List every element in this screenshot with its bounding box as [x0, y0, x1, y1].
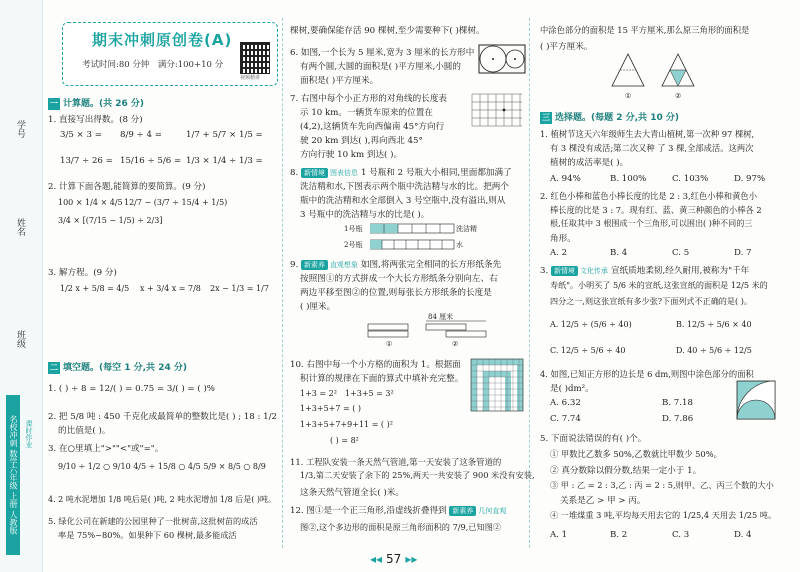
q1-item: 1/3 × 1/4 ÷ 1/3 =: [186, 156, 263, 166]
bar-2-label: 2号瓶: [344, 241, 363, 249]
s1-text: 有 3 棵没有成活;第二次又种 了 3 棵,全部成活。这两次: [550, 143, 754, 153]
s3-option[interactable]: A. 12/5 ÷ (5/6 ÷ 40): [550, 320, 632, 329]
q1-text: 1. 直接写出得数。(8 分): [48, 115, 143, 125]
q12-text: 12. 图①是一个正三角形,沿虚线折叠得到 新素养 几何直观: [290, 506, 507, 516]
q2-item: 100 × 1/4 × 4/5: [58, 198, 123, 207]
s4-option[interactable]: A. 6.32: [550, 398, 581, 408]
q7-text: 7. 右图中每个小正方形的对角线的长度表: [290, 94, 448, 104]
qr-caption: 视频精讲: [240, 75, 261, 81]
q3-item: 1/2 x + 5/8 = 4/5: [60, 284, 130, 293]
q11-text: 这条天然气管道全长( )米。: [300, 488, 404, 498]
column-divider: [529, 18, 530, 548]
q8-text: 洗洁精和水,下图表示两个瓶中洗洁精与水的比。把两个: [300, 182, 509, 192]
s3-text: 3. 新情境 文化传承 宣纸质地柔韧,经久耐用,被称为"千年: [540, 266, 750, 276]
section-3-heading: 三 选择题。(每题 2 分,共 10 分): [542, 113, 679, 123]
s1-option[interactable]: B. 100%: [610, 174, 647, 184]
s4-text: 4. 如图,已知正方形的边长是 6 dm,则图中涂色部分的面积: [540, 369, 754, 379]
s5-text: 5. 下面说法错误的有( )个。: [540, 434, 647, 444]
s5-option[interactable]: C. 3: [672, 530, 690, 540]
s4-option[interactable]: C. 7.74: [550, 414, 581, 424]
q1-item: 8/9 ÷ 4 =: [120, 130, 162, 140]
s1-option[interactable]: C. 103%: [672, 174, 709, 184]
s3-text: 四分之一,则这张宣纸有多少张?下面列式不正确的是( )。: [550, 296, 752, 306]
q10-text: 10. 右图中每一个小方格的面积为 1。根据面: [290, 360, 461, 370]
q1-item: 15/16 ÷ 5/6 =: [120, 156, 182, 166]
q9-length-label: 84 厘米: [428, 313, 454, 321]
page-number: ◂◂ 57 ▸▸: [370, 552, 418, 566]
q9-text: 9. 新素养 直观想象 如图,将两张完全相同的长方形纸条先: [290, 260, 502, 270]
q9-text: 两边平移至图②的位置,则每张长方形纸条的长度是: [300, 288, 492, 298]
name-label: 姓名: [15, 218, 25, 236]
s2-text: 2. 红色小棒和蓝色小棒长度的比是 2 : 3,红色小棒和黄色小: [540, 191, 757, 201]
q7-grid-figure: [466, 90, 526, 138]
q6-figure: [478, 44, 526, 74]
c3-line: ( )平方厘米。: [540, 42, 593, 52]
q10-text: 积计算的规律在下面的算式中填补充完整。: [300, 374, 464, 384]
s5-option[interactable]: B. 2: [610, 530, 628, 540]
class-label: 班级: [15, 330, 25, 348]
q9-text: 按照图①的方式拼成一个大长方形纸条分别向左、右: [300, 274, 498, 284]
q9-text: ( )厘米。: [300, 302, 336, 312]
q11-text: 1/3,第二天安装了余下的 25%,两天一共安装了 900 米没有安装,: [300, 470, 535, 480]
q9-fig2: ②: [452, 340, 459, 348]
c3-line: 中涂色部分的面积是 15 平方厘米,那么原三角形的面积是: [540, 25, 750, 35]
section-1-heading: 一 计算题。(共 26 分): [50, 99, 145, 109]
q1-item: 13/7 ÷ 26 =: [60, 156, 113, 166]
s2-text: 角形。: [550, 234, 576, 244]
fill-q4: 4. 2 吨水泥增加 1/8 吨后是( )吨, 2 吨水泥增加 1/8 后是( )吨。: [48, 495, 277, 504]
q11-text: 11. 工程队安装一条天然气管道,第一天安装了这条管道的: [290, 457, 502, 467]
q10-grid-figure: [470, 358, 524, 412]
q10-eq: 1+3+5+7 = ( ): [300, 404, 362, 413]
q8-text: 3 号瓶中的洗洁精与水的比是( )。: [300, 210, 430, 220]
q3-text: 3. 解方程。(9 分): [48, 268, 117, 278]
q6-text: 面积是( )平方厘米。: [300, 76, 379, 86]
s2-option[interactable]: A. 2: [550, 248, 568, 258]
s3-option[interactable]: B. 12/5 ÷ 5/6 × 40: [676, 320, 752, 329]
q10-eq: 1+3 = 2² 1+3+5 = 3²: [300, 389, 394, 398]
q9-strips-figure: [366, 320, 506, 342]
q7-text: 示 10 km。一辆货车原来的位置在: [300, 108, 433, 118]
brand-sub-label: 课时作业: [25, 420, 33, 448]
s4-option[interactable]: B. 7.18: [662, 398, 693, 408]
s2-option[interactable]: B. 4: [610, 248, 628, 258]
legend-water: 水: [456, 241, 463, 249]
q8-ratio-bars: [370, 222, 460, 252]
q8-text: 瓶中的洗洁精和水全部倒入 3 号空瓶中,没有溢出,则从: [300, 196, 506, 206]
q1-item: 3/5 × 3 =: [60, 130, 102, 140]
q1-item: 1/7 + 5/7 × 1/5 =: [186, 130, 263, 140]
fill-q1: 1. ( ) ÷ 8 = 12/( ) = 0.75 = 3/( ) = ( )%: [48, 384, 215, 394]
brand-label: 名校冲刺 数学六年级 上册 人教版: [6, 395, 20, 555]
s2-option[interactable]: C. 5: [672, 248, 690, 258]
q7-text: 方向行驶 10 km 到达( )。: [300, 150, 403, 160]
q3-item: 2x − 1/3 = 1/7: [210, 284, 269, 293]
student-id-label: 学号: [15, 120, 25, 138]
s4-option[interactable]: D. 7.86: [662, 414, 694, 424]
s3-text: 寿纸"。小明买了 5/6 米的宣纸,这张宣纸的面积是 12/5 米的: [550, 280, 768, 290]
q7-text: 驶 20 km 到达( ),再向西北 45°: [300, 136, 423, 146]
q10-eq: 1+3+5+7+9+11 = ( )²: [300, 420, 393, 429]
s5-statement: ② 真分数除以假分数,结果一定小于 1。: [550, 466, 702, 476]
s3-option[interactable]: C. 12/5 ÷ 5/6 ÷ 40: [550, 346, 626, 355]
s2-text: 棒长度的比是 3 : 7。现有红、蓝、黄三种颜色的小棒各 2: [550, 205, 762, 215]
s5-statement: 关系是乙 > 甲 > 丙。: [560, 496, 646, 506]
q12-triangles-figure: [608, 50, 708, 90]
fill-q2: 2. 把 5/8 吨 : 450 千克化成最简单的整数比是( ) ; 18 : 1/2: [48, 412, 277, 422]
section-2-heading: 二 填空题。(每空 1 分,共 24 分): [50, 363, 187, 373]
exam-meta: 考试时间:80 分钟 满分:100+10 分: [82, 60, 224, 70]
column-divider: [282, 18, 283, 548]
q9-fig1: ①: [386, 340, 393, 348]
q2-text: 2. 计算下面各题,能简算的要简算。(9 分): [48, 182, 206, 192]
s1-text: 1. 植树节这天六年级师生去大青山植树,第一次种 97 棵树,: [540, 129, 755, 139]
s5-option[interactable]: D. 4: [734, 530, 752, 540]
q7-text: (4,2),这辆货车先向西偏南 45°方向行: [300, 122, 445, 132]
q6-text: 6. 如图,一个长为 5 厘米,宽为 3 厘米的长方形中: [290, 48, 475, 58]
s1-text: 植树的成活率是( )。: [550, 158, 629, 168]
q6-text: 有两个圆,大圆的面积是( )平方厘米,小圆的: [300, 62, 461, 72]
fill-q5-cont: 率是 75%~80%。如果种下 60 棵树,最多能成活: [58, 530, 237, 540]
s1-option[interactable]: D. 97%: [734, 174, 766, 184]
s2-text: 根,任取其中 3 根围成一个三角形,可以围出( )种不同的三: [550, 218, 753, 228]
s5-statement: ③ 甲 : 乙 = 2 : 3,乙 : 丙 = 2 : 5,则甲、乙、丙三个数的大小: [550, 480, 774, 490]
q10-eq: ( ) = 8²: [330, 436, 359, 445]
q12-text: 图②,这个多边形的面积是原三角形面积的 7/9,已知图②: [300, 522, 502, 532]
s5-statement: ① 甲数比乙数多 50%,乙数就比甲数少 50%。: [550, 449, 722, 459]
q3-item: x + 3/4 x = 7/8: [140, 284, 201, 293]
s5-option[interactable]: A. 1: [550, 530, 568, 540]
q2-item: 3/4 × [(7/15 − 1/5) ÷ 2/3]: [58, 216, 163, 225]
fill-q5: 5. 绿化公司在新建的公园里种了一批树苗,这批树苗的成活: [48, 516, 258, 526]
s1-option[interactable]: A. 94%: [550, 174, 581, 184]
s3-option[interactable]: D. 40 ÷ 5/6 ÷ 12/5: [676, 346, 752, 355]
fill-q2-cont: 的比值是( )。: [58, 426, 111, 436]
fig1-label: ①: [625, 92, 632, 100]
s5-statement: ④ 一堆煤重 3 吨,平均每天用去它的 1/25,4 天用去 1/25 吨。: [550, 510, 777, 520]
qr-code-icon[interactable]: [240, 42, 270, 74]
s2-option[interactable]: D. 7: [734, 248, 752, 258]
c2-line: 棵树,要确保能存活 90 棵树,至少需要种下( )棵树。: [290, 26, 485, 36]
q8-text: 8. 新情境 图表信息 1 号瓶和 2 号瓶大小相同,里面都加满了: [290, 168, 512, 178]
s4-square-figure: [736, 380, 776, 420]
bar-1-label: 1号瓶: [344, 225, 363, 233]
legend-detergent: 洗洁精: [456, 225, 477, 233]
page-title: 期末冲刺原创卷(A): [92, 31, 233, 49]
s4-text: 是( )dm²。: [550, 384, 594, 394]
fill-q3-items: 9/10 ÷ 1/2 ○ 9/10 4/5 ÷ 15/8 ○ 4/5 5/9 × 8/5 ○ 8/9: [58, 462, 266, 471]
fig2-label: ②: [675, 92, 682, 100]
fill-q3: 3. 在○里填上">""<"或"="。: [48, 444, 164, 454]
q2-item: 12/7 − (3/7 ÷ 15/4 + 1/5): [124, 198, 228, 207]
